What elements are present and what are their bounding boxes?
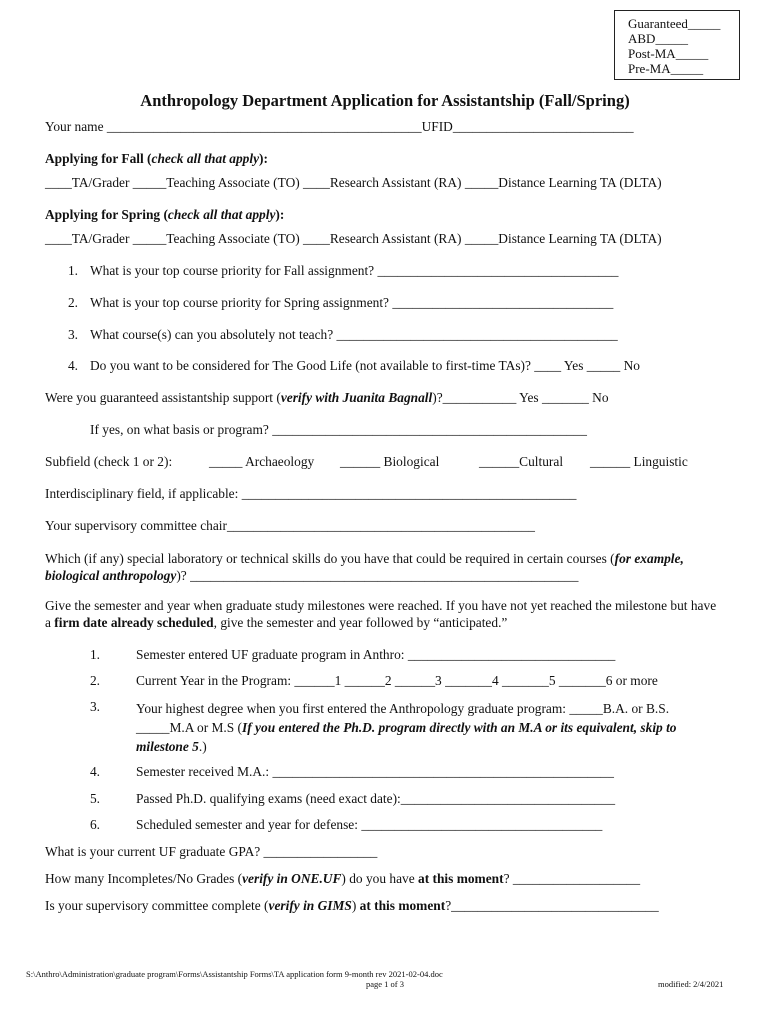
spring-heading: Applying for Spring (check all that apply): [45,207,285,222]
name-field[interactable]: _______________________________________________ [106,119,422,134]
fall-options[interactable]: ____TA/Grader _____Teaching Associate (TO) ____Research Assistant (RA) _____Distance Learning TA (DLTA) [45,175,662,190]
milestone-number: 6. [89,817,100,832]
basis-question[interactable]: If yes, on what basis or program? _______________________________________________ [90,422,587,437]
question-fall-priority[interactable]: What is your top course priority for Fall assignment? ____________________________________ [90,263,619,278]
subfield-label: Subfield (check 1 or 2): [45,454,173,469]
interdisciplinary-field[interactable]: Interdisciplinary field, if applicable: __________________________________________________ [45,486,577,501]
name-label: Your name [45,119,104,134]
status-box [614,10,740,80]
milestone-number: 3. [89,699,100,714]
milestone-number: 1. [89,647,100,662]
milestone-highest-degree[interactable]: Your highest degree when you first entered the Anthropology graduate program: _____B.A. or B.S. _____M.A or M.S (If you entered the Ph.D. program directly with an M.A or its equivalent, skip to milestone 5.) [136,701,677,754]
milestone-number: 2. [89,673,100,688]
subfield-linguistic[interactable]: ______ Linguistic [590,454,688,469]
status-abd[interactable]: ABD_____ [628,31,688,46]
milestone-number: 5. [89,791,100,806]
question-good-life[interactable]: Do you want to be considered for The Good Life (not available to first-time TAs)? ____ Yes _____ No [90,358,640,373]
footer-page-number: page 1 of 3 [365,979,404,989]
special-skills-question[interactable]: Which (if any) special laboratory or technical skills do you have that could be required in certain courses (for example, biological anthropology)? __________________________________________________________ [45,551,684,583]
name-line [45,119,634,135]
subfield-biological[interactable]: ______ Biological [340,454,440,469]
committee-complete-question[interactable]: Is your supervisory committee complete (verify in GIMS) at this moment?_______________________________ [45,898,659,913]
question-number: 3. [67,327,78,342]
question-cannot-teach[interactable]: What course(s) can you absolutely not teach? __________________________________________ [90,327,618,342]
milestone-defense[interactable]: Scheduled semester and year for defense: ____________________________________ [136,817,603,832]
question-spring-priority[interactable]: What is your top course priority for Spring assignment? _________________________________ [90,295,614,310]
milestone-entered[interactable]: Semester entered UF graduate program in Anthro: _______________________________ [136,647,616,662]
milestone-ma-received[interactable]: Semester received M.A.: ___________________________________________________ [136,764,614,779]
status-guaranteed[interactable]: Guaranteed_____ [628,16,721,31]
page-title: Anthropology Department Application for Assistantship (Fall/Spring) [140,91,630,110]
question-number: 1. [67,263,78,278]
milestones-intro: Give the semester and year when graduate study milestones were reached. If you have not yet reached the milestone but have a firm date already scheduled, give the semester and year followed by “anticipated.” [45,598,717,630]
ufid-label: UFID [421,119,453,134]
footer-modified-date: modified: 2/4/2021 [658,979,724,989]
milestone-qualifying-exams[interactable]: Passed Ph.D. qualifying exams (need exact date):________________________________ [136,791,616,806]
committee-chair-field[interactable]: Your supervisory committee chair______________________________________________ [45,518,535,533]
gpa-field[interactable]: What is your current UF graduate GPA? _________________ [45,844,378,859]
question-number: 4. [67,358,78,373]
question-number: 2. [67,295,78,310]
guaranteed-support-question[interactable]: Were you guaranteed assistantship support (verify with Juanita Bagnall)?___________ Yes _______ No [45,390,609,405]
incompletes-question[interactable]: How many Incompletes/No Grades (verify in ONE.UF) do you have at this moment? ___________________ [45,871,641,886]
ufid-field[interactable]: ___________________________ [452,119,634,134]
fall-heading: Applying for Fall (check all that apply): [45,151,268,166]
footer-file-path: S:\Anthro\Administration\graduate program\Forms\Assistantship Forms\TA application form 9-month rev 2021-02-04.doc [26,969,443,979]
spring-options[interactable]: ____TA/Grader _____Teaching Associate (TO) ____Research Assistant (RA) _____Distance Learning TA (DLTA) [45,231,662,246]
subfield-archaeology[interactable]: _____ Archaeology [209,454,315,469]
status-post-ma[interactable]: Post-MA_____ [628,46,709,61]
status-pre-ma[interactable]: Pre-MA_____ [628,61,704,76]
milestone-number: 4. [89,764,100,779]
milestone-current-year[interactable]: Current Year in the Program: ______1 ______2 ______3 _______4 _______5 _______6 or more [136,673,658,688]
subfield-cultural[interactable]: ______Cultural [479,454,564,469]
